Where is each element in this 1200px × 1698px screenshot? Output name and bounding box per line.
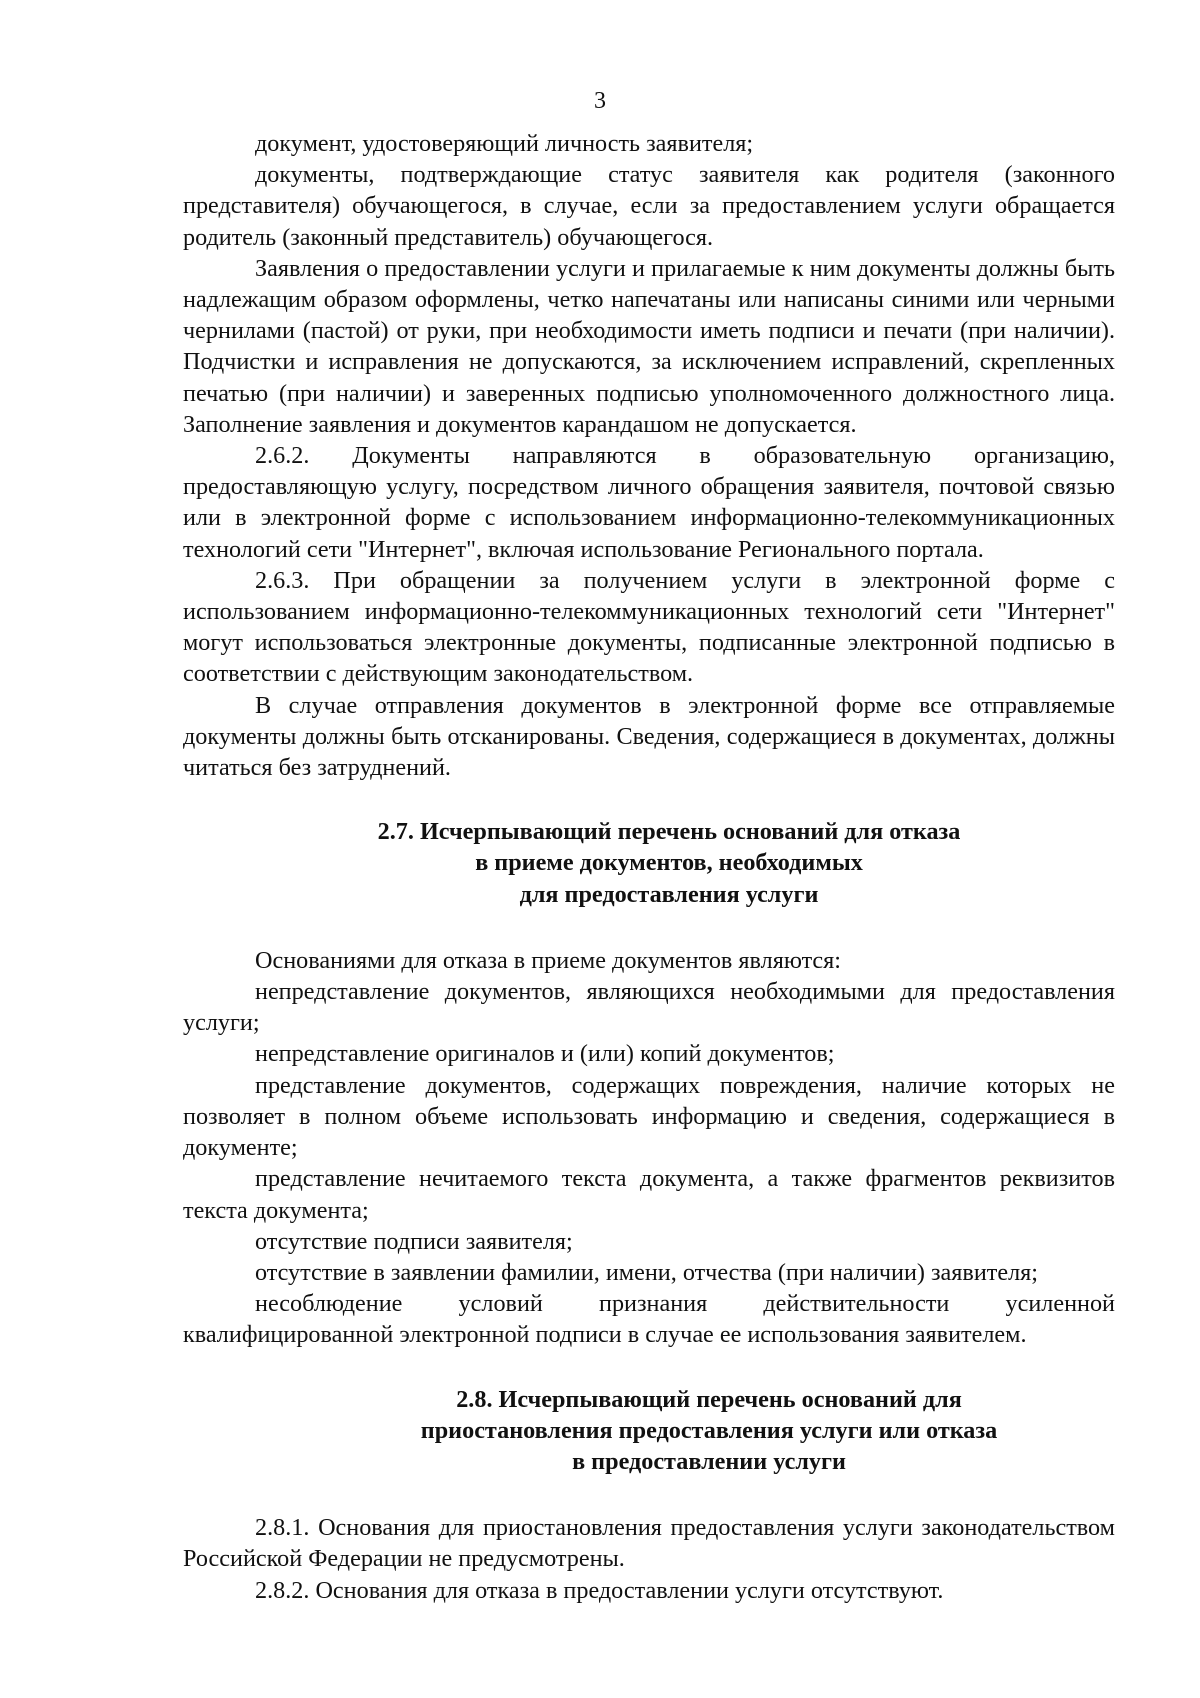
heading-line: приостановления предоставления услуги или отказа bbox=[420, 1416, 998, 1444]
heading-line: 2.7. Исчерпывающий перечень оснований для отказа bbox=[377, 818, 961, 846]
heading-line: для предоставления услуги bbox=[519, 880, 819, 908]
paragraph: документ, удостоверяющий личность заявителя; bbox=[255, 130, 754, 157]
list-item: несоблюдение условий признания действительности усиленной квалифицированной электронной подписи в случае ее использования заявителем. bbox=[183, 1290, 1115, 1349]
paragraph: Основаниями для отказа в приеме документов являются: bbox=[255, 946, 842, 974]
paragraph: 2.6.3. При обращении за получением услуги в электронной форме с использованием информационно-телекоммуникационных технологий сети "Интернет" могут использоваться электронные документы, подписанные электронной подписью в соответствии с действующим законодательством. bbox=[183, 566, 1115, 688]
paragraph: 2.8.1. Основания для приостановления предоставления услуги законодательством Российской Федерации не предусмотрены. bbox=[183, 1514, 1115, 1573]
heading-line: 2.8. Исчерпывающий перечень оснований для bbox=[456, 1385, 962, 1413]
heading-line: в приеме документов, необходимых bbox=[475, 849, 863, 877]
document-body bbox=[183, 128, 1115, 1606]
list-item: представление документов, содержащих повреждения, наличие которых не позволяет в полном объеме использовать информацию и сведения, содержащиеся в документе; bbox=[183, 1071, 1115, 1162]
list-item: отсутствие подписи заявителя; bbox=[255, 1227, 573, 1255]
section-heading-2-8 bbox=[183, 1384, 1115, 1478]
paragraph: документы, подтверждающие статус заявителя как родителя (законного представителя) обучающегося, в случае, если за предоставлением услуги обращается родитель (законный представитель) обучающегося. bbox=[183, 161, 1115, 251]
paragraph: 2.6.2. Документы направляются в образовательную организацию, предоставляющую услугу, посредством личного обращения заявителя, почтовой связью или в электронной форме с использованием информационно-телекоммуникационных технологий сети "Интернет", включая использование Регионального портала. bbox=[183, 442, 1115, 563]
list-item: отсутствие в заявлении фамилии, имени, отчества (при наличии) заявителя; bbox=[255, 1258, 1038, 1286]
paragraph: 2.8.2. Основания для отказа в предоставлении услуги отсутствуют. bbox=[255, 1576, 944, 1604]
list-item: представление нечитаемого текста документа, а также фрагментов реквизитов текста документа; bbox=[183, 1165, 1115, 1224]
list-item: непредставление оригиналов и (или) копий документов; bbox=[255, 1040, 835, 1068]
list-item: непредставление документов, являющихся необходимыми для предоставления услуги; bbox=[183, 978, 1115, 1037]
paragraph: Заявления о предоставлении услуги и прилагаемые к ним документы должны быть надлежащим образом оформлены, четко напечатаны или написаны синими или черными чернилами (пастой) от руки, при необходимости иметь подписи и печати (при наличии). Подчистки и исправления не допускаются, за исключением исправлений, скрепленных печатью (при наличии) и заверенных подписью уполномоченного должностного лица. Заполнение заявления и документов карандашом не допускается. bbox=[183, 254, 1115, 438]
heading-line: в предоставлении услуги bbox=[572, 1447, 846, 1475]
section-heading-2-7 bbox=[183, 816, 1115, 910]
paragraph: В случае отправления документов в электронной форме все отправляемые документы должны быть отсканированы. Сведения, содержащиеся в документах, должны читаться без затруднений. bbox=[183, 691, 1115, 782]
page-number: 3 bbox=[594, 88, 606, 114]
